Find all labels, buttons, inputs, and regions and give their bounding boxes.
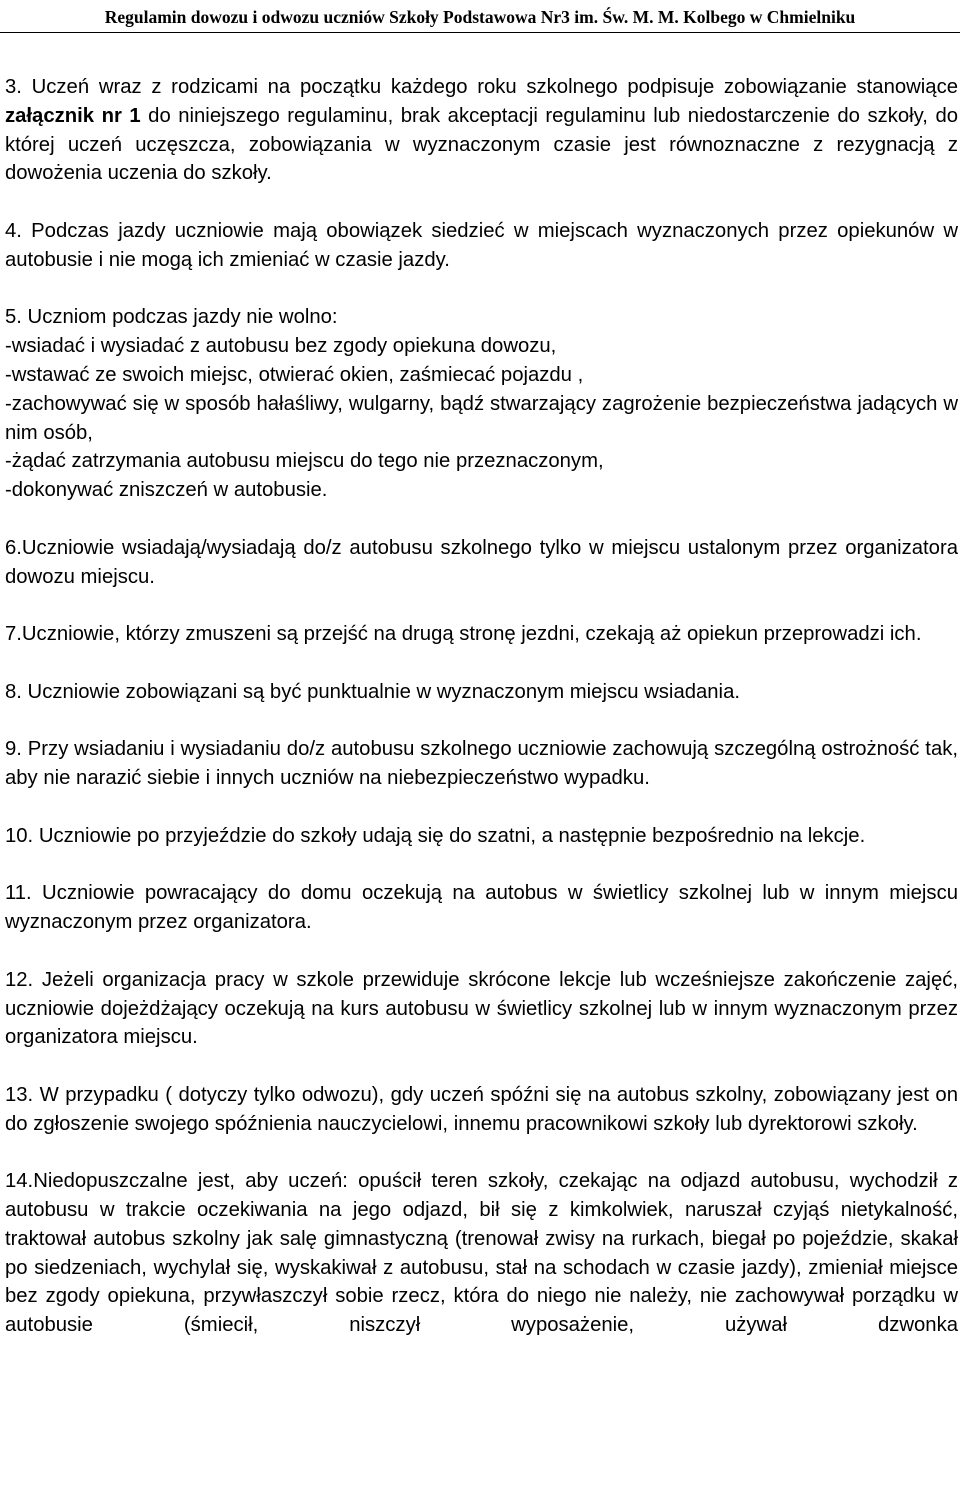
paragraph-11: 11. Uczniowie powracający do domu oczekują na autobus w świetlicy szkolnej lub w innym miejscu wyznaczonym przez organizatora. xyxy=(5,882,958,934)
paragraph-7: 7.Uczniowie, którzy zmuszeni są przejść na drugą stronę jezdni, czekają aż opiekun przeprowadzi ich. xyxy=(5,623,922,646)
paragraph-6: 6.Uczniowie wsiadają/wysiadają do/z autobusu szkolnego tylko w miejscu ustalonym przez organizatora dowozu miejscu. xyxy=(5,536,958,588)
paragraph-13: 13. W przypadku ( dotyczy tylko odwozu), gdy uczeń spóźni się na autobus szkolny, zobowiązany jest on do zgłoszenie swojego spóźnienia nauczycielowi, innemu pracownikowi szkoły lub dyrektorowi szkoły. xyxy=(5,1083,958,1135)
prohibition-item: -dokonywać zniszczeń w autobusie. xyxy=(5,479,328,502)
paragraph-8: 8. Uczniowie zobowiązani są być punktualnie w wyznaczonym miejscu wsiadania. xyxy=(5,680,740,703)
prohibition-item: -wstawać ze swoich miejsc, otwierać okien, zaśmiecać pojazdu , xyxy=(5,363,584,386)
paragraph-14: 14.Niedopuszczalne jest, aby uczeń: opuścił teren szkoły, czekając na odjazd autobusu, wychodził z autobusu w trakcie oczekiwania na jego odjazd, bił się z kimkolwiek, naruszał czyjąś nietykalność, traktował autobus szkolny jak salę gimnastyczną (trenował zwisy na rurkach, biegał po pojeździe, skakał po siedzeniach, wychylał się, wyskakiwał z autobusu, stał na schodach w czasie jazdy), zmieniał miejsce bez zgody opiekuna, przywłaszczył sobie rzecz, która do niego nie należy, nie zachowywał porządku w autobusie (śmiecił, niszczył wyposażenie, używał dzwonka xyxy=(5,1170,958,1337)
paragraph-3 xyxy=(5,73,958,188)
paragraph-3-text-end: do niniejszego regulaminu, brak akceptacji regulaminu lub niedostarczenie do szkoły, do której uczeń uczęszcza, zobowiązania w wyznaczonym czasie jest równoznaczne z rezygnacją z dowożenia uczenia do szkoły. xyxy=(5,104,959,185)
paragraph-9: 9. Przy wsiadaniu i wysiadaniu do/z autobusu szkolnego uczniowie zachowują szczególną ostrożność tak, aby nie narazić siebie i innych uczniów na niebezpieczeństwo wypadku. xyxy=(5,738,958,790)
paragraph-10: 10. Uczniowie po przyjeździe do szkoły udają się do szatni, a następnie bezpośrednio na lekcje. xyxy=(5,824,866,847)
page-header: Regulamin dowozu i odwozu uczniów Szkoły Podstawowa Nr3 im. Św. M. M. Kolbego w Chmielniku xyxy=(0,4,960,33)
attachment-reference: załącznik nr 1 xyxy=(5,104,141,127)
paragraph-5 xyxy=(5,303,958,505)
document-body xyxy=(5,73,958,1369)
paragraph-12: 12. Jeżeli organizacja pracy w szkole przewiduje skrócone lekcje lub wcześniejsze zakończenie zajęć, uczniowie dojeżdżający oczekują na kurs autobusu w świetlicy szkolnej lub w innym wyznaczonym przez organizatora miejscu. xyxy=(5,968,958,1049)
paragraph-5-intro: 5. Uczniom podczas jazdy nie wolno: xyxy=(5,306,338,329)
prohibition-item: -wsiadać i wysiadać z autobusu bez zgody opiekuna dowozu, xyxy=(5,335,557,358)
prohibition-item: -żądać zatrzymania autobusu miejscu do tego nie przeznaczonym, xyxy=(5,450,604,473)
paragraph-3-text-start: 3. Uczeń wraz z rodzicami na początku każdego roku szkolnego podpisuje zobowiązanie stanowiące xyxy=(5,76,958,98)
prohibition-item: -zachowywać się w sposób hałaśliwy, wulgarny, bądź stwarzający zagrożenie bezpieczeństwa jadących w nim osób, xyxy=(5,392,958,444)
paragraph-4: 4. Podczas jazdy uczniowie mają obowiązek siedzieć w miejscach wyznaczonych przez opiekunów w autobusie i nie mogą ich zmieniać w czasie jazdy. xyxy=(5,219,958,271)
